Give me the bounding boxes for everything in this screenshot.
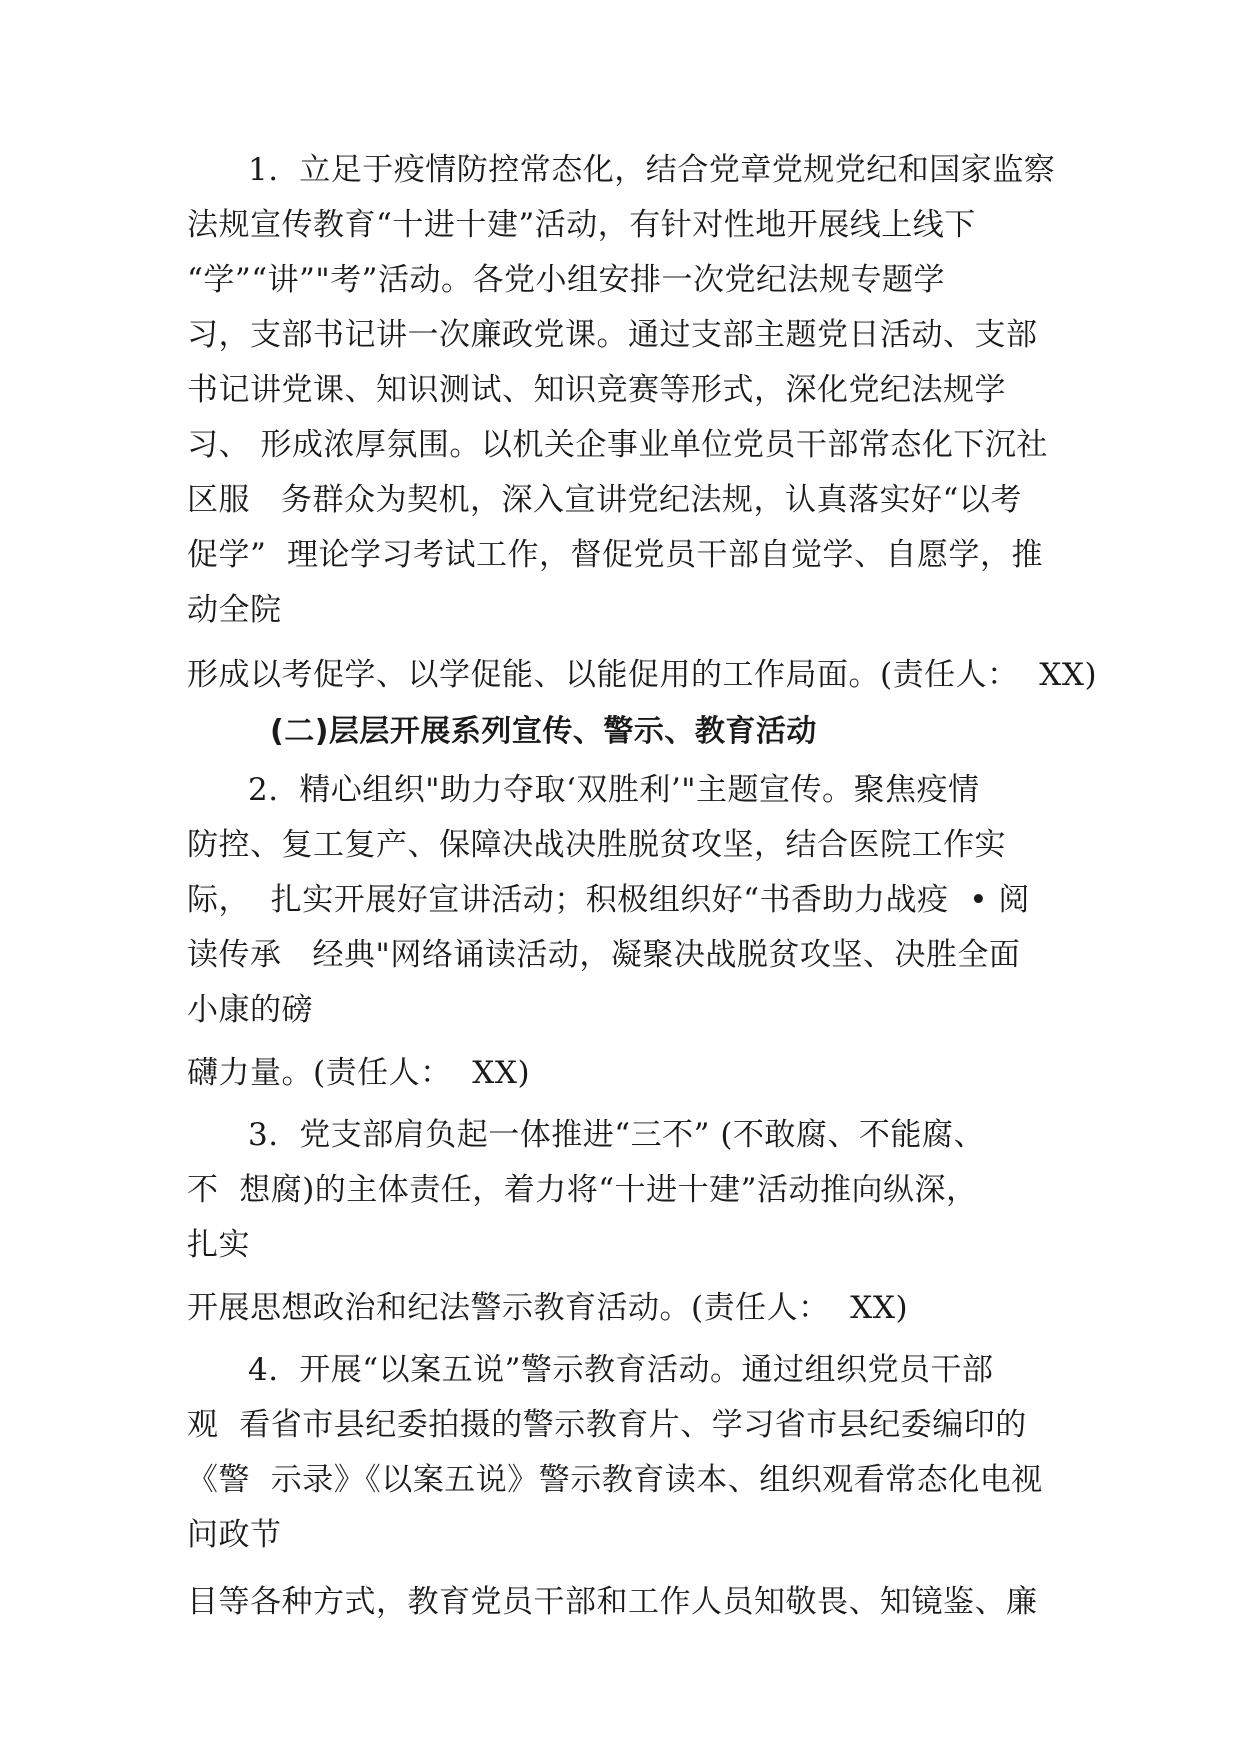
paragraph-4-line-1: 4. 开展“以案五说”警示教育活动。通过组织党员干部 — [248, 1352, 994, 1388]
paragraph-1-line-3: “学”“讲”"考”活动。各党小组安排一次党纪法规专题学 — [187, 262, 945, 298]
paragraph-4-line-5: 目等各种方式，教育党员干部和工作人员知敬畏、知镜鉴、廉 — [187, 1584, 1038, 1620]
paragraph-2-line-5: 小康的磅 — [187, 992, 313, 1028]
paragraph-1-line-1: 1. 立足于疫情防控常态化，结合党章党规党纪和国家监察 — [248, 152, 1056, 188]
section-heading: (二)层层开展系列宣传、警示、教育活动 — [270, 714, 817, 749]
paragraph-1-line-8: 促学” 理论学习考试工作，督促党员干部自觉学、自愿学，推 — [187, 537, 1044, 573]
paragraph-1-line-9: 动全院 — [187, 592, 282, 628]
paragraph-3-line-1: 3. 党支部肩负起一体推进“三不” (不敢腐、不能腐、 — [248, 1117, 985, 1153]
paragraph-2-line-4: 读传承 经典"网络诵读活动，凝聚决战脱贫攻坚、决胜全面 — [187, 937, 1021, 973]
paragraph-1-line-6: 习、 形成浓厚氛围。以机关企事业单位党员干部常态化下沉社 — [187, 427, 1048, 463]
paragraph-1-line-7: 区服 务群众为契机，深入宣讲党纪法规，认真落实好“以考 — [187, 482, 1022, 518]
paragraph-1-line-4: 习，支部书记讲一次廉政党课。通过支部主题党日活动、支部 — [187, 317, 1038, 353]
paragraph-3-line-3: 扎实 — [187, 1227, 250, 1263]
paragraph-2-line-3: 际， 扎实开展好宣讲活动；积极组织好“书香助力战疫 • 阅 — [187, 882, 1030, 918]
paragraph-2-line-6: 礴力量。(责任人： XX) — [187, 1055, 531, 1091]
paragraph-4-line-4: 问政节 — [187, 1517, 282, 1553]
paragraph-2-line-1: 2. 精心组织"助力夺取‘双胜利’"主题宣传。聚焦疫情 — [248, 772, 980, 808]
paragraph-1-line-2: 法规宣传教育“十进十建”活动，有针对性地开展线上线下 — [187, 207, 976, 243]
paragraph-1-line-10: 形成以考促学、以学促能、以能促用的工作局面。(责任人： XX) — [187, 657, 1098, 693]
paragraph-2-line-2: 防控、复工复产、保障决战决胜脱贫攻坚，结合医院工作实 — [187, 827, 1006, 863]
paragraph-1-line-5: 书记讲党课、知识测试、知识竞赛等形式，深化党纪法规学 — [187, 372, 1006, 408]
paragraph-4-line-3: 《警 示录》《以案五说》警示教育读本、组织观看常态化电视 — [187, 1462, 1043, 1498]
paragraph-3-line-4: 开展思想政治和纪法警示教育活动。(责任人： XX) — [187, 1290, 909, 1326]
paragraph-3-line-2: 不 想腐)的主体责任，着力将“十进十建”活动推向纵深， — [187, 1172, 978, 1208]
paragraph-4-line-2: 观 看省市县纪委拍摄的警示教育片、学习省市县纪委编印的 — [187, 1407, 1027, 1443]
